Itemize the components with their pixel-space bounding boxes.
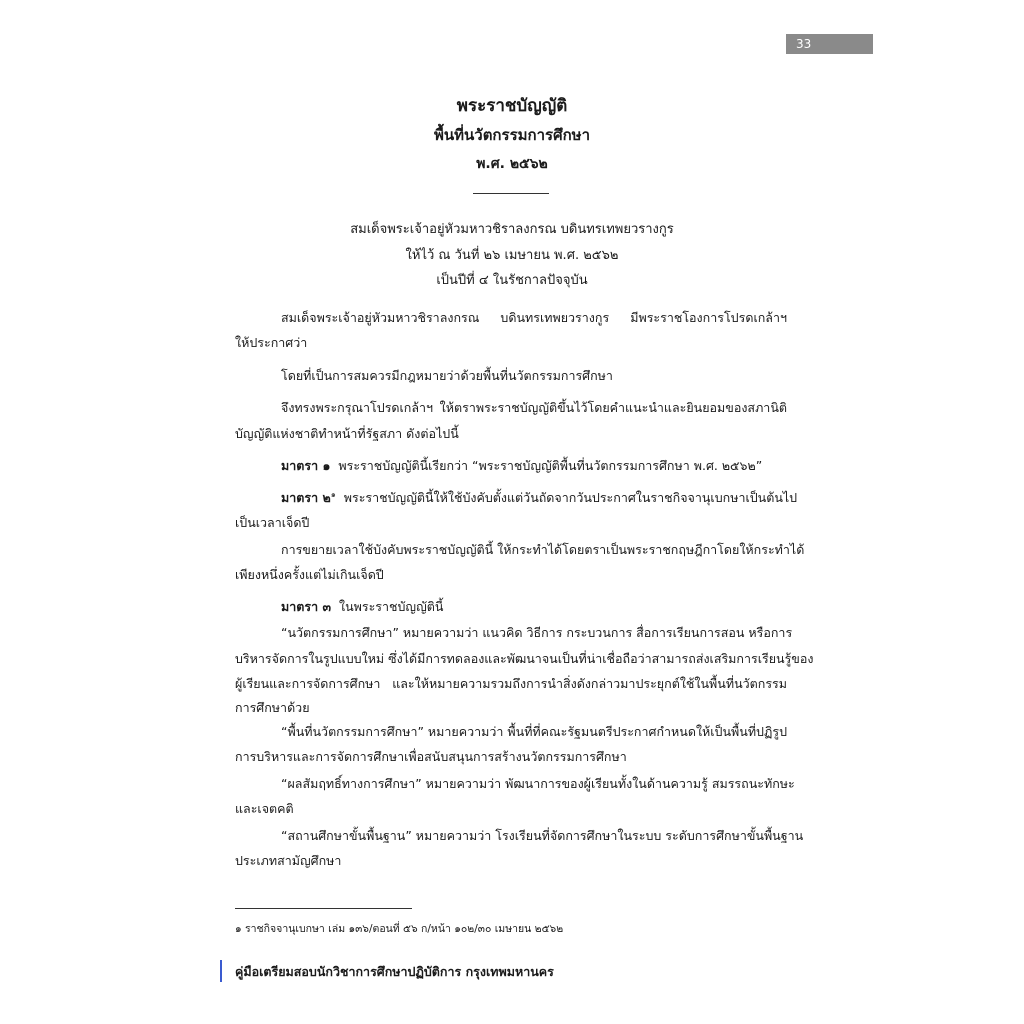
given-date-line: ให้ไว้ ณ วันที่ ๒๖ เมษายน พ.ศ. ๒๕๖๒ — [405, 248, 619, 263]
royal-name-line: สมเด็จพระเจ้าอยู่หัวมหาวชิราลงกรณ บดินทรเทพยวรางกูร — [350, 222, 674, 237]
definition-line: “นวัตกรรมการศึกษา” หมายความว่า แนวคิด วิธีการ กระบวนการ สื่อการเรียนการสอน หรือการ — [281, 625, 793, 640]
definition-line: บริหารจัดการในรูปแบบใหม่ ซึ่งได้มีการทดลองและพัฒนาจนเป็นที่น่าเชื่อถือว่าสามารถส่งเสริมการเรียนรู้ของ — [235, 651, 814, 666]
section-text: พระราชบัญญัตินี้เรียกว่า “พระราชบัญญัติพื้นที่นวัตกรรมการศึกษา พ.ศ. ๒๕๖๒” — [338, 458, 763, 473]
section-3 — [281, 597, 443, 617]
document-title: พระราชบัญญัติ — [456, 96, 568, 116]
definition-line: การบริหารและการจัดการศึกษาเพื่อสนับสนุนการสร้างนวัตกรรมการศึกษา — [235, 749, 627, 764]
section-label: มาตรา ๓ — [281, 599, 332, 614]
preamble-line: ให้ประกาศว่า — [235, 335, 308, 350]
definition-line: การศึกษาด้วย — [235, 700, 310, 715]
footer-accent-bar — [220, 960, 222, 982]
footnote-divider — [235, 908, 412, 909]
definition-line: และเจตคติ — [235, 801, 294, 816]
preamble-line: สมเด็จพระเจ้าอยู่หัวมหาวชิราลงกรณ บดินทรเทพยวรางกูร มีพระราชโองการโปรดเกล้าฯ — [281, 310, 787, 325]
section-text: พระราชบัญญัตินี้ให้ใช้บังคับตั้งแต่วันถัดจากวันประกาศในราชกิจจานุเบกษาเป็นต้นไป — [343, 490, 798, 506]
page-number: 33 — [786, 34, 873, 54]
document-title-year: พ.ศ. ๒๕๖๒ — [476, 156, 548, 172]
section-2-paragraph: การขยายเวลาใช้บังคับพระราชบัญญัตินี้ ให้กระทำได้โดยตราเป็นพระราชกฤษฎีกาโดยให้กระทำได้ — [281, 542, 805, 557]
section-2-paragraph: เพียงหนึ่งครั้งแต่ไม่เกินเจ็ดปี — [235, 567, 384, 582]
section-text: เป็นเวลาเจ็ดปี — [235, 515, 310, 530]
definition-line: “พื้นที่นวัตกรรมการศึกษา” หมายความว่า พื้นที่ที่คณะรัฐมนตรีประกาศกำหนดให้เป็นพื้นที่ปฏิรูป — [281, 724, 788, 739]
running-footer: คู่มือเตรียมสอบนักวิชาการศึกษาปฏิบัติการ กรุงเทพมหานคร — [235, 964, 554, 979]
document-title-subject: พื้นที่นวัตกรรมการศึกษา — [433, 126, 590, 144]
section-label: มาตรา ๒ — [281, 490, 331, 506]
definition-line: ผู้เรียนและการจัดการศึกษา และให้หมายความรวมถึงการนำสิ่งดังกล่าวมาประยุกต์ใช้ในพื้นที่นวัตกรรม — [235, 676, 787, 691]
section-1 — [281, 456, 762, 476]
footnote: ๑ ราชกิจจานุเบกษา เล่ม ๑๓๖/ตอนที่ ๕๖ ก/หน้า ๑๐๒/๓๐ เมษายน ๒๕๖๒ — [235, 923, 564, 935]
enactment-line: บัญญัติแห่งชาติทำหน้าที่รัฐสภา ดังต่อไปนี้ — [235, 426, 459, 441]
footnote-marker: ๑ — [330, 490, 336, 499]
definition-line: “สถานศึกษาขั้นพื้นฐาน” หมายความว่า โรงเรียนที่จัดการศึกษาในระบบ ระดับการศึกษาขั้นพื้นฐาน — [281, 828, 804, 843]
definition-line: ประเภทสามัญศึกษา — [235, 853, 342, 868]
section-2 — [281, 488, 798, 508]
reign-year-line: เป็นปีที่ ๔ ในรัชกาลปัจจุบัน — [436, 273, 588, 288]
enactment-line: จึงทรงพระกรุณาโปรดเกล้าฯ ให้ตราพระราชบัญญัติขึ้นไว้โดยคำแนะนำและยินยอมของสภานิติ — [281, 400, 787, 415]
section-label: มาตรา ๑ — [281, 458, 331, 473]
definition-line: “ผลสัมฤทธิ์ทางการศึกษา” หมายความว่า พัฒนาการของผู้เรียนทั้งในด้านความรู้ สมรรถนะทักษะ — [281, 776, 795, 791]
preamble-reason: โดยที่เป็นการสมควรมีกฎหมายว่าด้วยพื้นที่นวัตกรรมการศึกษา — [281, 368, 613, 383]
section-text: ในพระราชบัญญัตินี้ — [338, 599, 444, 614]
